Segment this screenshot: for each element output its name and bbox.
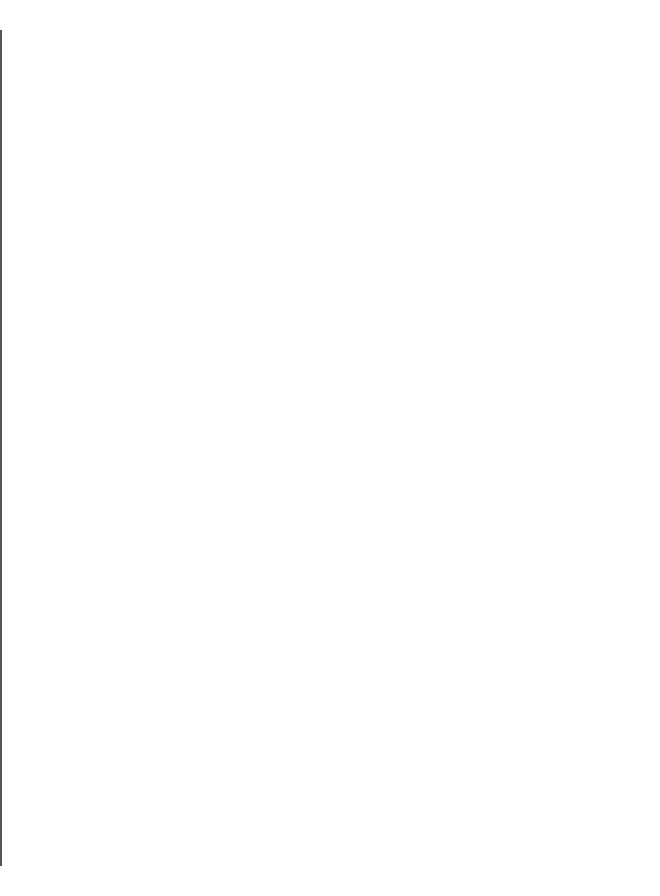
scan-edge-mark [0, 30, 2, 866]
